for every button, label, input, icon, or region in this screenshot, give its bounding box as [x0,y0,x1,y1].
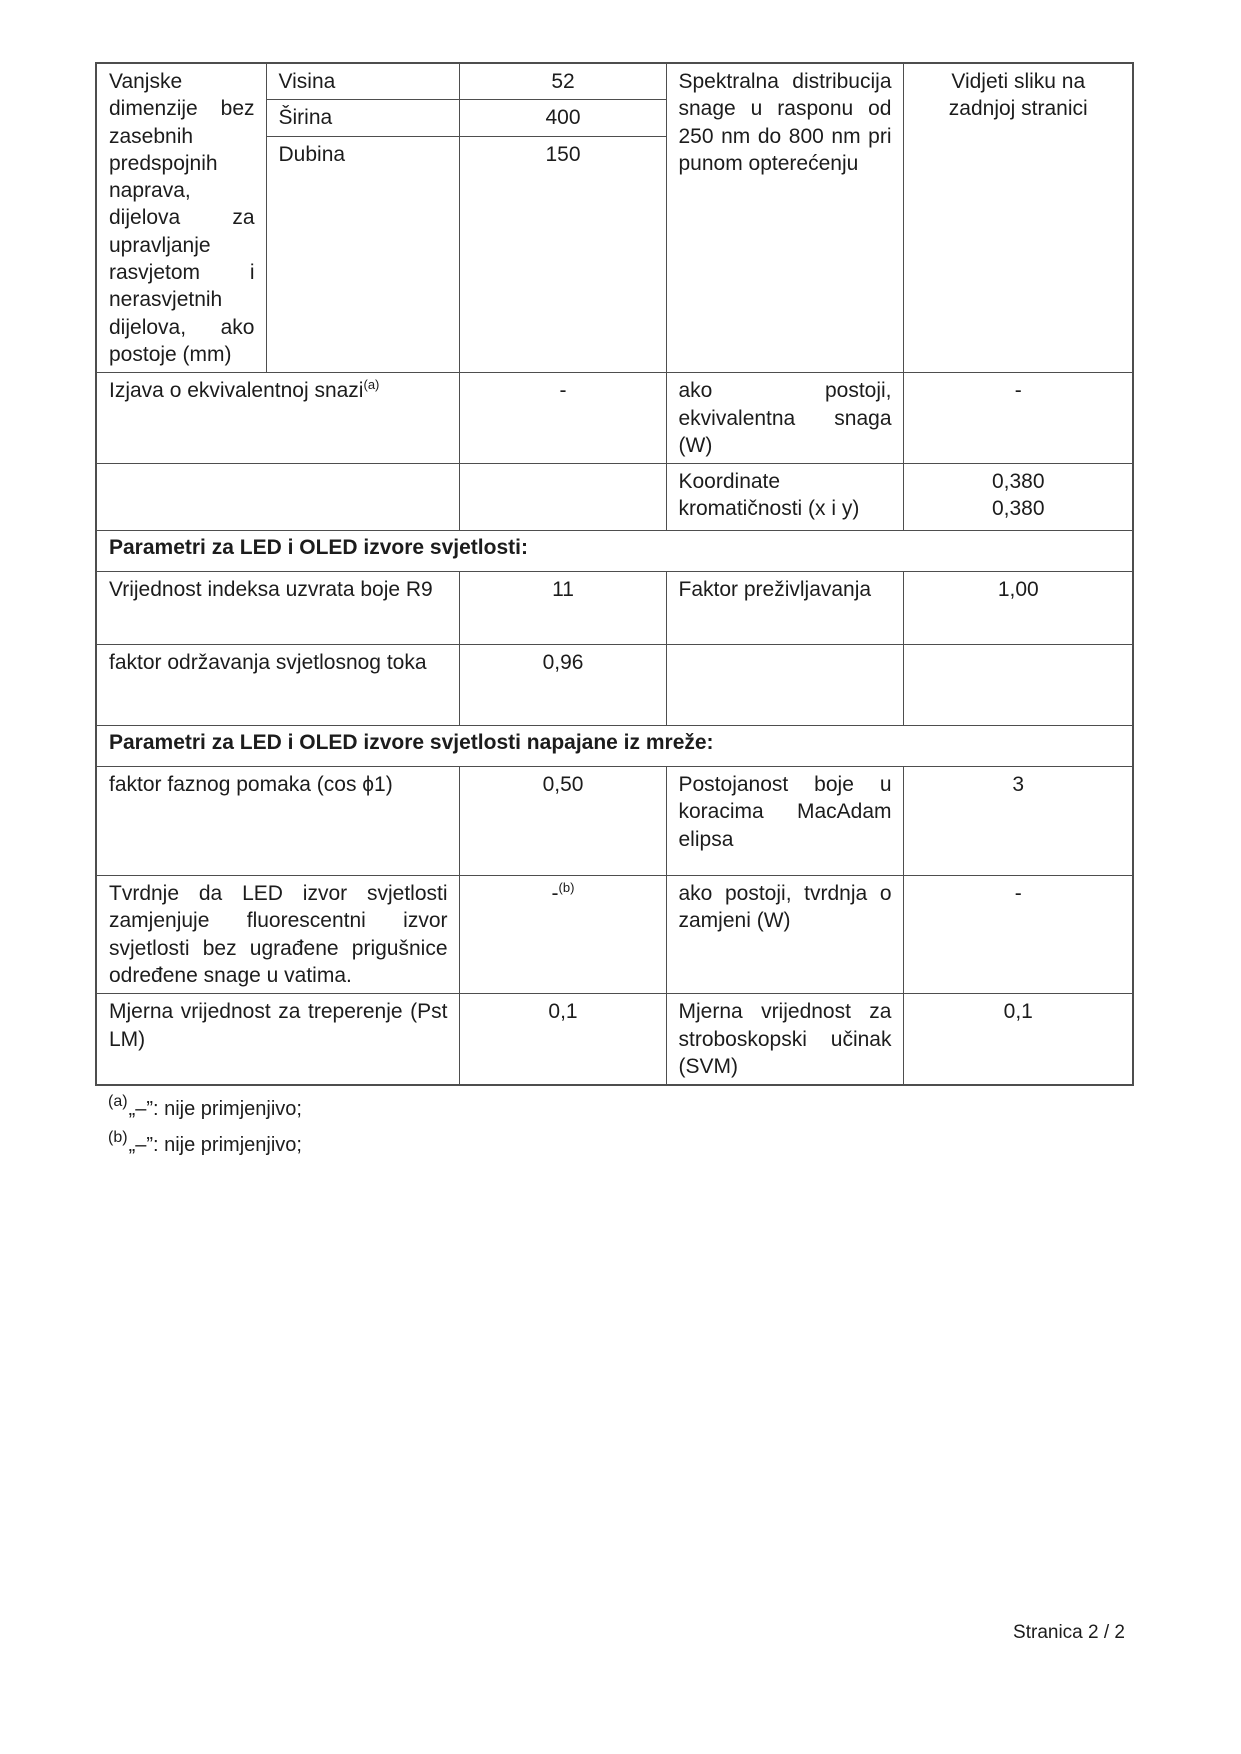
table-row [96,767,1133,876]
lumen-maintenance-value-cell: 0,96 [459,645,666,726]
replacement-claim-value2-cell: - [903,876,1133,994]
survival-factor-label-cell: Faktor preživljavanja [666,572,903,645]
section-header-row [96,726,1133,767]
footnote-ref-a: (a) [363,377,380,393]
dimension-value-visina: 52 [459,63,666,100]
empty-label2-cell [666,645,903,726]
cri-r9-value-cell: 11 [459,572,666,645]
footnote-b [108,1129,1132,1157]
dimension-name-visina: Visina [266,63,459,100]
table-row [96,876,1133,994]
spectral-distribution-label-cell: Spektralna distribucija snage u rasponu od 250 nm do 800 nm pri punom opterećenju [666,63,903,373]
dimension-value-dubina: 150 [459,136,666,373]
table-row [96,373,1133,464]
table-row [96,63,1133,100]
product-parameters-table [95,62,1134,1086]
dimension-value-sirina: 400 [459,100,666,136]
empty-value-cell [459,464,666,531]
section-header-mains: Parametri za LED i OLED izvore svjetlosti napajane iz mreže: [96,726,1133,767]
replacement-claim-value-cell: -$^{(b)}$ [459,876,666,994]
section-header-row [96,531,1133,572]
macadam-value-cell: 3 [903,767,1133,876]
table-row [96,464,1133,531]
footnote-a [108,1093,1132,1121]
section-header-led-oled: Parametri za LED i OLED izvore svjetlosti: [96,531,1133,572]
table-row [96,645,1133,726]
power-factor-label-cell: faktor faznog pomaka (cos ϕ1) [96,767,459,876]
flicker-value-cell: 0,1 [459,994,666,1086]
survival-factor-value-cell: 1,00 [903,572,1133,645]
footnote-a-text: „–”: nije primjenjivo; [128,1098,302,1121]
equivalent-power-label2-cell: ako postoji, ekvivalentna snaga (W) [666,373,903,464]
chromaticity-value-cell [903,464,1133,531]
replacement-claim-label-cell: Tvrdnje da LED izvor svjetlosti zamjenjuje fluorescentni izvor svjetlosti bez ugrađene prigušnice određene snage u vatima. [96,876,459,994]
footnotes [95,1093,1132,1157]
spectral-distribution-value-cell: Vidjeti sliku na zadnjoj stranici [903,63,1133,373]
footnote-ref-b: (b) [558,880,575,896]
footnote-b-marker: (b) [108,1129,128,1147]
stroboscopic-value-cell: 0,1 [903,994,1133,1086]
replacement-claim-label2-cell: ako postoji, tvrdnja o zamjeni (W) [666,876,903,994]
chromaticity-x: 0,380 [991,470,1045,494]
macadam-label-cell: Postojanost boje u koracima MacAdam elipsa [666,767,903,876]
table-row [96,572,1133,645]
table-row [96,994,1133,1086]
power-factor-value-cell: 0,50 [459,767,666,876]
equivalent-power-value-cell: - [459,373,666,464]
chromaticity-y: 0,380 [991,497,1045,521]
empty-label-cell [96,464,459,531]
lumen-maintenance-label-cell: faktor održavanja svjetlosnog toka [96,645,459,726]
dimension-name-dubina: Dubina [266,136,459,373]
dimensions-label: Vanjske dimenzije bez zasebnih predspojnih naprava, dijelova za upravljanje rasvjetom i nerasvjetnih dijelova, ako postoje (mm) [109,70,255,366]
dimension-name-sirina: Širina [266,100,459,136]
equivalent-power-label-cell: Izjava o ekvivalentnoj snazi$^{(a)}$ [96,373,459,464]
datasheet-content [95,62,1132,1170]
dimensions-label-cell [96,63,266,373]
empty-value2-cell [903,645,1133,726]
chromaticity-label-cell: Koordinate kromatičnosti (x i y) [666,464,903,531]
footnote-b-text: „–”: nije primjenjivo; [128,1134,302,1157]
page-number: Stranica 2 / 2 [1013,1622,1125,1643]
footnote-a-marker: (a) [108,1093,128,1111]
equivalent-power-value2-cell: - [903,373,1133,464]
stroboscopic-label-cell: Mjerna vrijednost za stroboskopski učinak (SVM) [666,994,903,1086]
flicker-label-cell: Mjerna vrijednost za treperenje (Pst LM) [96,994,459,1086]
cri-r9-label-cell: Vrijednost indeksa uzvrata boje R9 [96,572,459,645]
